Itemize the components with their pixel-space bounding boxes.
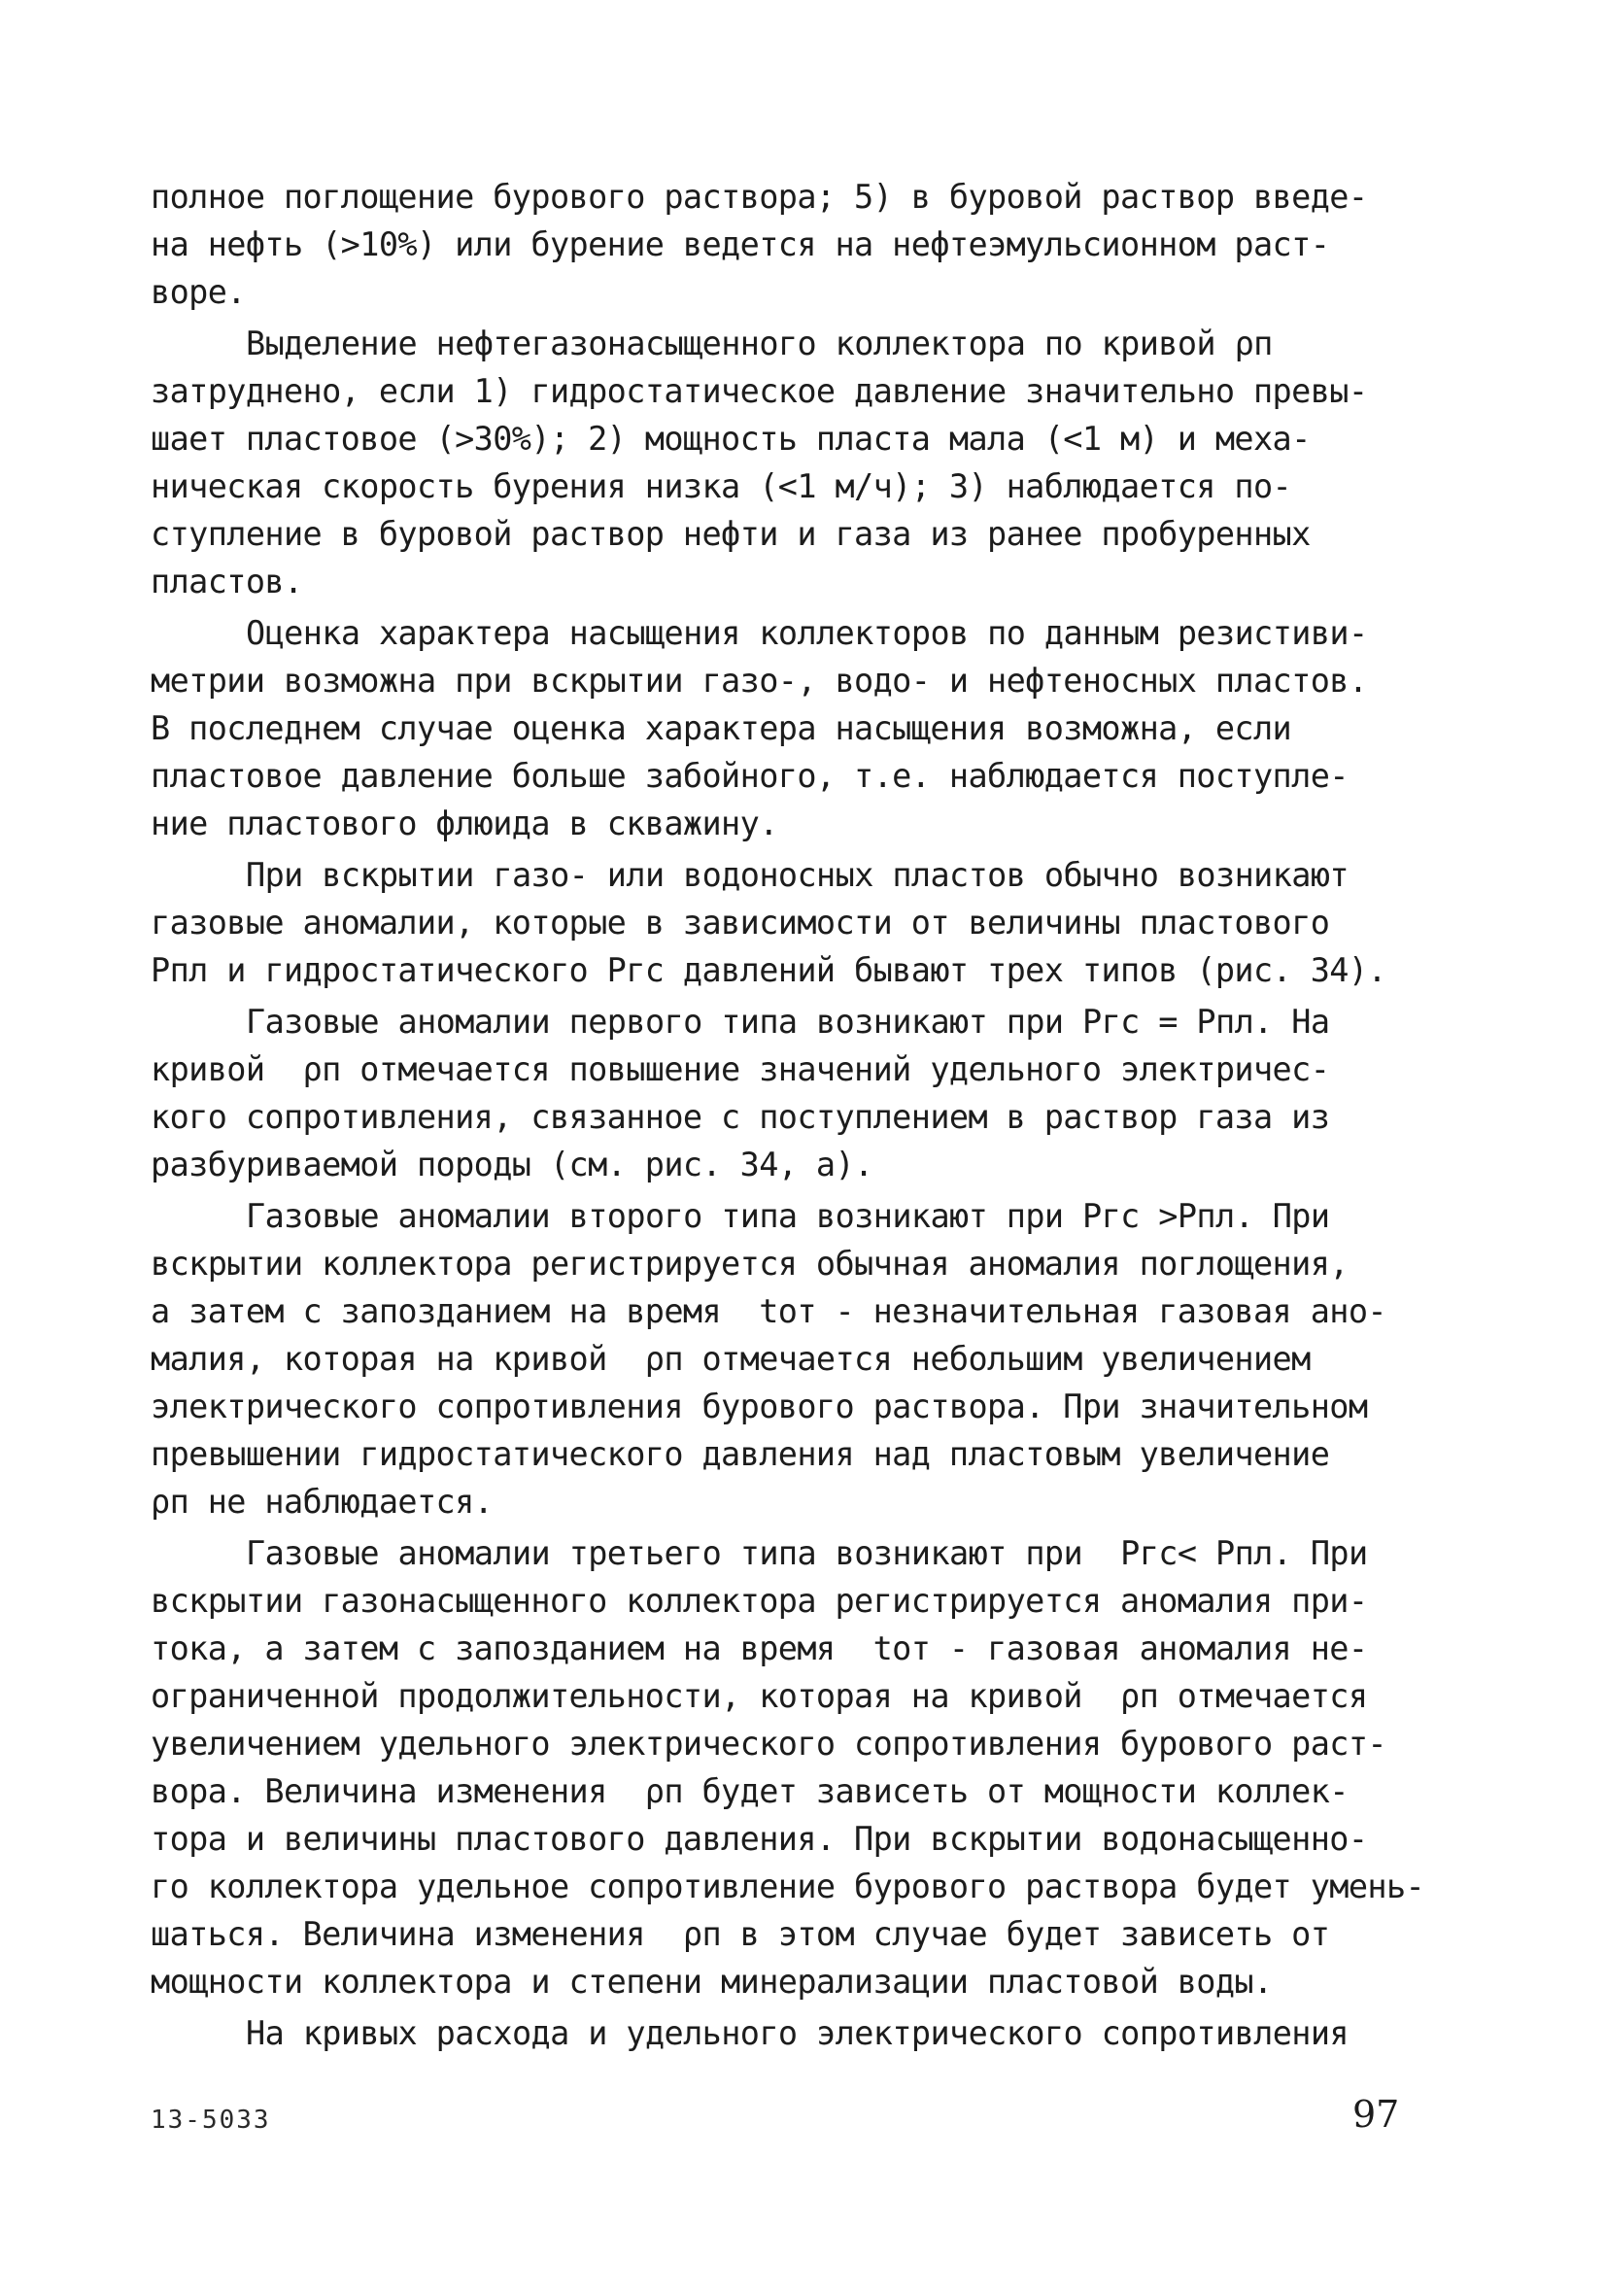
text-line: пластов. (151, 563, 303, 600)
text-line: шает пластовое (>30%); 2) мощность пласта мала (<1 м) и меха- (151, 420, 1311, 458)
text-line: метрии возможна при вскрытии газо-, водо- и нефтеносных пластов. (151, 662, 1368, 700)
text-line: тора и величины пластового давления. При вскрытии водонасыщенно- (151, 1820, 1368, 1858)
text-line: ограниченной продолжительности, которая на кривой ρп отмечается (151, 1677, 1368, 1715)
text-line: кривой ρп отмечается повышение значений удельного электричес- (151, 1050, 1330, 1088)
text-line: го коллектора удельное сопротивление бурового раствора будет умень- (151, 1868, 1425, 1905)
text-line: Выделение нефтегазонасыщенного коллектора по кривой ρп (246, 325, 1273, 362)
paragraph-rho-detection (151, 320, 1414, 605)
text-line: разбуриваемой породы (см. рис. 34, а). (151, 1146, 873, 1183)
text-line: шаться. Величина изменения ρп в этом случае будет зависеть от (151, 1915, 1330, 1953)
text-line: Газовые аномалии третьего типа возникают при Ргс< Рпл. При (246, 1534, 1368, 1572)
text-line: кого сопротивления, связанное с поступлением в раствор газа из (151, 1098, 1330, 1136)
text-line: вскрытии коллектора регистрируется обычная аномалия поглощения, (151, 1245, 1349, 1283)
text-line: ние пластового флюида в скважину. (151, 805, 778, 842)
text-line: электрического сопротивления бурового раствора. При значительном (151, 1388, 1368, 1425)
text-line: пластовое давление больше забойного, т.е. наблюдается поступле- (151, 757, 1349, 795)
paragraph-type-three (151, 1529, 1425, 2005)
text-line: мощности коллектора и степени минерализации пластовой воды. (151, 1963, 1273, 2001)
text-line: увеличением удельного электрического сопротивления бурового раст- (151, 1725, 1386, 1763)
text-line: затруднено, если 1) гидростатическое давление значительно превы- (151, 372, 1368, 410)
text-line: а затем с запозданием на время tот - незначительная газовая ано- (151, 1292, 1386, 1330)
text-line: При вскрытии газо- или водоносных пластов обычно возникают (246, 856, 1349, 894)
paragraph-type-two (151, 1192, 1414, 1525)
body-text (151, 173, 1425, 2057)
text-line: на нефть (>10%) или бурение ведется на нефтеэмульсионном раст- (151, 225, 1330, 263)
text-line: вскрытии газонасыщенного коллектора регистрируется аномалия при- (151, 1582, 1368, 1620)
paragraph-gas-anomalies (151, 851, 1414, 994)
paragraph-type-one (151, 998, 1414, 1188)
text-line: полное поглощение бурового раствора; 5) в буровой раствор введе- (151, 178, 1368, 216)
text-line: ническая скорость бурения низка (<1 м/ч); 3) наблюдается по- (151, 467, 1292, 505)
text-line: малия, которая на кривой ρп отмечается небольшим увеличением (151, 1340, 1311, 1378)
text-line: газовые аномалии, которые в зависимости от величины пластового (151, 904, 1330, 942)
page-number: 97 (1352, 2093, 1400, 2136)
paragraph-continuation (151, 173, 1414, 316)
text-line: ступление в буровой раствор нефти и газа из ранее пробуренных (151, 515, 1311, 553)
text-line: Оценка характера насыщения коллекторов по данным резистиви- (246, 614, 1368, 652)
print-order-code: 13-5033 (151, 2106, 271, 2135)
paragraph-resistivimetry (151, 609, 1414, 847)
text-line: вора. Величина изменения ρп будет зависеть от мощности коллек- (151, 1772, 1349, 1810)
text-line: В последнем случае оценка характера насыщения возможна, если (151, 709, 1292, 747)
text-line: Газовые аномалии второго типа возникают при Ргс >Рпл. При (246, 1197, 1330, 1235)
text-line: На кривых расхода и удельного электрического сопротивления (246, 2014, 1349, 2052)
text-line: тока, а затем с запозданием на время tот - газовая аномалия не- (151, 1629, 1368, 1667)
text-line: воре. (151, 273, 246, 311)
text-line: Газовые аномалии первого типа возникают при Ргс = Рпл. На (246, 1003, 1330, 1041)
text-line: Рпл и гидростатического Ргс давлений бывают трех типов (рис. 34). (151, 951, 1386, 989)
text-line: ρп не наблюдается. (151, 1483, 494, 1521)
text-line: превышении гидростатического давления над пластовым увеличение (151, 1435, 1330, 1473)
paragraph-flow-curves (151, 2009, 1414, 2057)
